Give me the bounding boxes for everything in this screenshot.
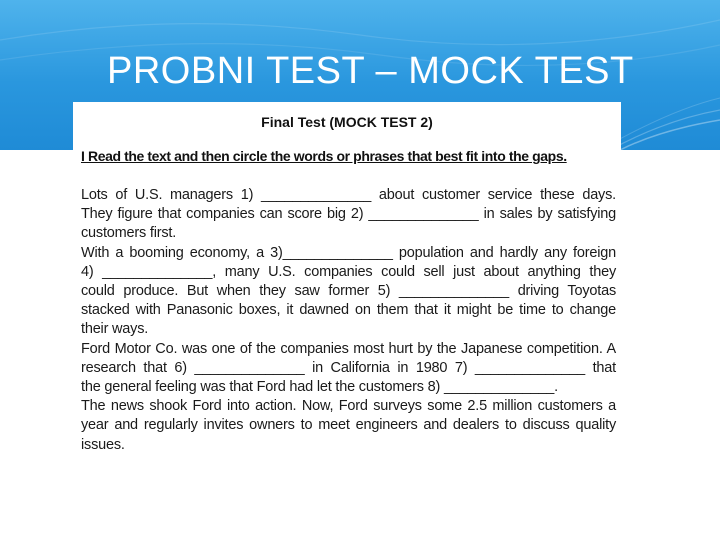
- text-line: Lots of U.S. managers 1) ______________ about customer service these days.: [81, 187, 616, 203]
- text-line: year and regularly invites owners to meet engineers and dealers to discuss quality: [81, 417, 616, 434]
- slide-title: PROBNI TEST – MOCK TEST: [107, 50, 634, 92]
- document-title: Final Test (MOCK TEST 2): [261, 114, 433, 130]
- text-line: 4) ______________, many U.S. companies could sell just about anything they: [81, 263, 616, 280]
- text-line: issues.: [81, 436, 125, 453]
- text-line: customers first.: [81, 225, 177, 242]
- exercise-instruction: I Read the text and then circle the words or phrases that best fit into the gaps.: [81, 148, 567, 164]
- text-line: research that 6) ______________ in California in 1980 7) ______________ that: [81, 359, 616, 376]
- text-line: could produce. But when they saw former 5) ______________ driving Toyotas: [81, 283, 616, 300]
- text-line: Ford Motor Co. was one of the companies most hurt by the Japanese competition. A: [81, 340, 616, 357]
- text-line: They figure that companies can score big 2) ______________ in sales by satisfying: [81, 206, 616, 223]
- text-line: stacked with Panasonic boxes, it dawned on them that it might be time to change: [81, 302, 616, 319]
- exercise-text: [81, 186, 616, 455]
- text-line: With a booming economy, a 3)______________ population and hardly any foreign: [81, 244, 616, 261]
- text-line: The news shook Ford into action. Now, Ford surveys some 2.5 million customers a: [81, 398, 616, 415]
- text-line: their ways.: [81, 321, 149, 338]
- text-line: the general feeling was that Ford had let the customers 8) ______________.: [81, 379, 558, 396]
- document-scan: [73, 102, 621, 470]
